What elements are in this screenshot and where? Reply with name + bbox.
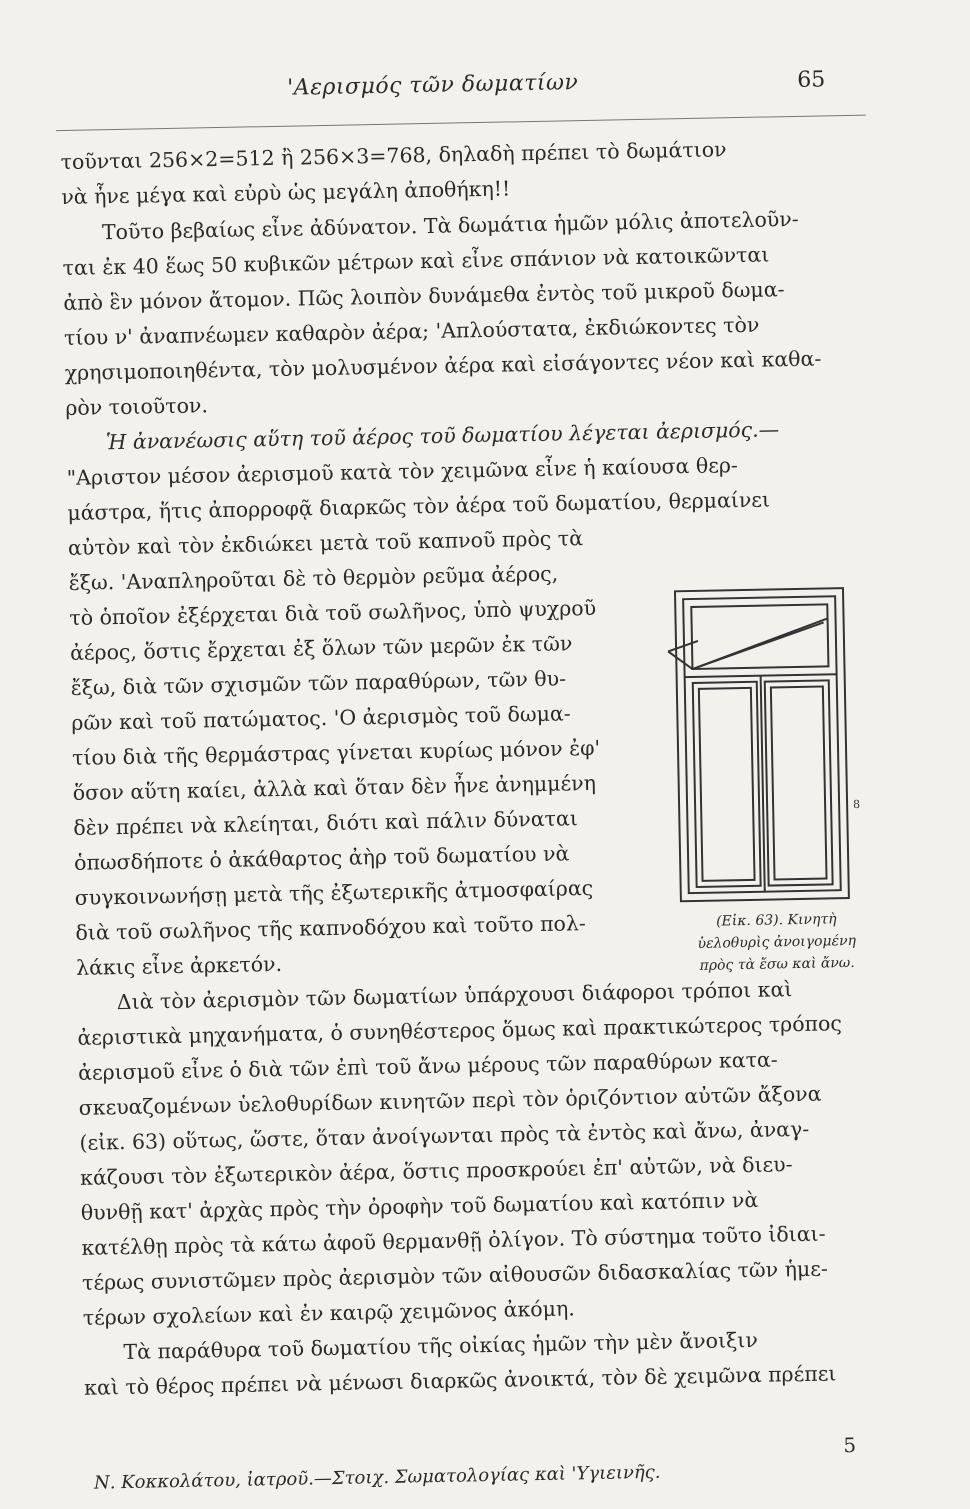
window-illustration <box>657 578 874 932</box>
figure-caption-line: πρὸς τὰ ἔσω καὶ ἄνω. <box>699 954 855 974</box>
page-number: 65 <box>796 67 826 93</box>
text-line: θυνθῇ κατ' ἀρχὰς πρὸς τὴν ὀροφὴν τοῦ δωματίου καὶ κατόπιν νὰ <box>80 1187 759 1225</box>
text-line: ρὸν τοιοῦτον. <box>65 393 209 420</box>
text-line: ὁπωσδήποτε ὁ ἀκάθαρτος ἀὴρ τοῦ δωματίου νὰ <box>73 841 570 875</box>
text-line: Τοῦτο βεβαίως εἶνε ἀδύνατον. Τὰ δωμάτια ἡμῶν μόλις ἀποτελοῦν- <box>101 206 799 245</box>
text-line: "Αριστον μέσον ἀερισμοῦ κατὰ τὸν χειμῶνα εἶνε ἡ καίουσα θερ- <box>66 453 739 490</box>
text-line: ται ἐκ 40 ἕως 50 κυβικῶν μέτρων καὶ εἶνε σπάνιον νὰ κατοικῶνται <box>62 242 770 281</box>
text-line: τίου διὰ τῆς θερμάστρας γίνεται κυρίως μόνον ἐφ' <box>71 735 601 770</box>
text-line: τέρως συνιστῶμεν πρὸς ἀερισμὸν τῶν αἰθουσῶν διδασκαλίας τῶν ἡμε- <box>81 1256 828 1295</box>
text-line: κάζουσι τὸν ἐξωτερικὸν ἀέρα, ὅστις προσκρούει ἐπ' αὐτῶν, νὰ διευ- <box>79 1152 793 1190</box>
figure-caption <box>671 907 882 977</box>
text-line: ρῶν καὶ τοῦ πατώματος. 'Ο ἀερισμὸς τοῦ δωμα- <box>71 701 571 735</box>
text-line: συγκοινωνήσῃ μετὰ τῆς ἐξωτερικῆς ἀτμοσφαίρας <box>74 875 594 910</box>
text-line: χρησιμοποιηθέντα, τὸν μολυσμένον ἀέρα καὶ εἰσάγοντες νέον καὶ καθα- <box>64 346 822 385</box>
text-line: τέρων σχολείων καὶ ἐν καιρῷ χειμῶνος ἀκόμη. <box>82 1296 575 1330</box>
text-line: ὅσον αὕτη καίει, ἀλλὰ καὶ ὅταν δὲν ἦνε ἀνημμένη <box>72 770 597 805</box>
text-line: μάστρα, ἥτις ἀπορροφᾷ διαρκῶς τὸν ἀέρα τοῦ δωματίου, θερμαίνει <box>67 487 771 525</box>
text-line: ἔξω, διὰ τῶν σχισμῶν τῶν παραθύρων, τῶν θυ- <box>70 666 567 700</box>
text-line: ἀπὸ ἓν μόνον ἄτομον. Πῶς λοιπὸν δυνάμεθα ἐντὸς τοῦ μικροῦ δωμα- <box>63 277 785 316</box>
footer-author-line: Ν. Κοκκολάτου, ἰατροῦ.—Στοιχ. Σωματολογίας καὶ 'Υγιεινῆς. <box>93 1461 661 1494</box>
text-line: κατέλθῃ πρὸς τὰ κάτω ἀφοῦ θερμανθῇ ὀλίγον. Τὸ σύστημα τοῦτο ἰδιαι- <box>81 1221 826 1260</box>
text-line: ἔξω. 'Αναπληροῦται δὲ τὸ θερμὸν ρεῦμα ἀέρος, <box>68 561 559 595</box>
figure-side-mark: 8 <box>852 797 861 811</box>
text-line: διὰ τοῦ σωλῆνος τῆς καπνοδόχου καὶ τοῦτο πολ- <box>75 911 587 945</box>
text-line: αὐτὸν καὶ τὸν ἐκδιώκει μετὰ τοῦ καπνοῦ πρὸς τὰ <box>67 526 584 560</box>
text-line: Διὰ τὸν ἀερισμὸν τῶν δωματίων ὑπάρχουσι διάφοροι τρόποι καὶ <box>116 977 793 1015</box>
text-line: ἀεριστικὰ μηχανήματα, ὁ συνηθέστερος ὅμως καὶ πρακτικώτερος τρόπος <box>77 1011 843 1050</box>
text-line-definition: Ἡ ἀνανέωσις αὕτη τοῦ ἀέρος τοῦ δωματίου λέγεται ἀερισμός.— <box>105 417 780 455</box>
text-line: νὰ ἦνε μέγα καὶ εὐρὺ ὡς μεγάλη ἀποθήκη!! <box>61 176 511 210</box>
text-line: καὶ τὸ θέρος πρέπει νὰ μένωσι διαρκῶς ἀνοικτά, τὸν δὲ χειμῶνα πρέπει <box>83 1361 837 1400</box>
signature-mark: 5 <box>843 1433 857 1458</box>
running-header-title: 'Αερισμός τῶν δωματίων <box>287 70 579 101</box>
figure-caption-line: ὑελοθυρὶς ἀνοιγομένη <box>697 932 857 952</box>
text-line: τοῦνται 256×2=512 ἢ 256×3=768, δηλαδὴ πρέπει τὸ δωμάτιον <box>60 137 727 175</box>
text-line: ἀέρος, ὅστις ἔρχεται ἐξ ὅλων τῶν μερῶν ἐκ τῶν <box>69 631 573 665</box>
text-line: σκευαζομένων ὑελοθυρίδων κινητῶν περὶ τὸν ὁριζόντιον αὐτῶν ἄξονα <box>78 1081 822 1120</box>
text-line: τίου ν' ἀναπνέωμεν καθαρὸν ἀέρα; 'Απλούστατα, ἐκδιώκοντες τὸν <box>63 312 760 351</box>
text-line: ἀερισμοῦ εἶνε ὁ διὰ τῶν ἐπὶ τοῦ ἄνω μέρους τῶν παραθύρων κατα- <box>77 1047 778 1085</box>
text-line: Τὰ παράθυρα τοῦ δωματίου τῆς οἰκίας ἡμῶν τὴν μὲν ἄνοιξιν <box>123 1327 759 1365</box>
text-line: (εἰκ. 63) οὕτως, ὥστε, ὅταν ἀνοίγωνται πρὸς τὰ ἐντὸς καὶ ἄνω, ἀναγ- <box>79 1116 810 1155</box>
text-line: δὲν πρέπει νὰ κλείηται, διότι καὶ πάλιν δύναται <box>73 806 578 840</box>
text-line: τὸ ὁποῖον ἐξέρχεται διὰ τοῦ σωλῆνος, ὑπὸ ψυχροῦ <box>69 595 597 630</box>
figure-caption-line: (Εἰκ. 63). Κινητὴ <box>715 911 837 930</box>
text-line: λάκις εἶνε ἀρκετόν. <box>75 951 283 980</box>
